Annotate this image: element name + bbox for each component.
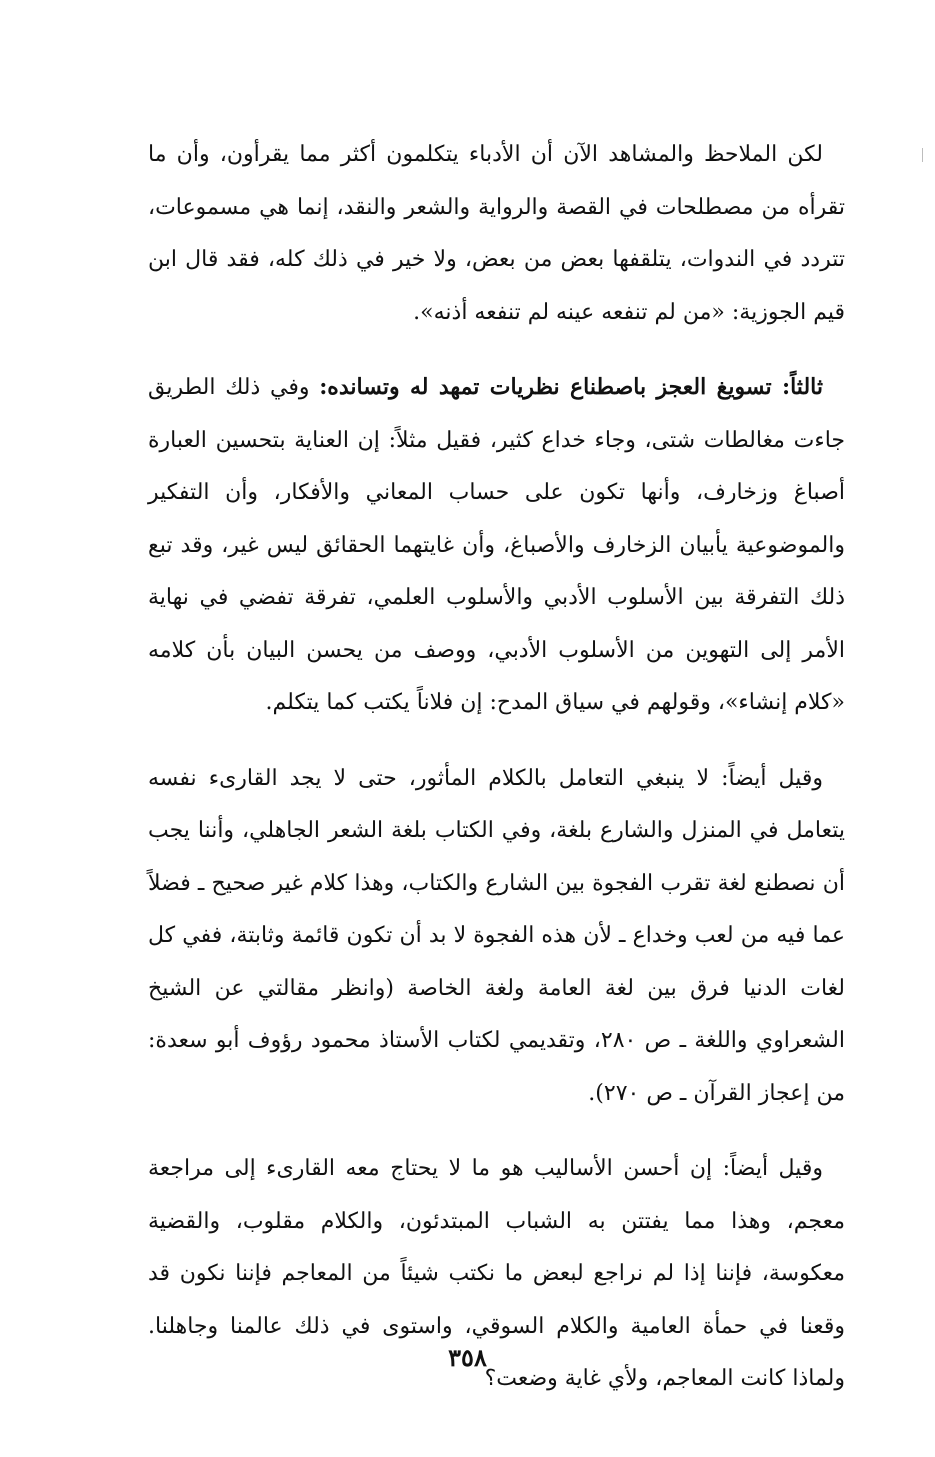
paragraph-3-text: وقيل أيضاً: لا ينبغي التعامل بالكلام المأثور، حتى لا يجد القارىء نفسه يتعامل في المنزل والشارع بلغة، وفي الكتاب بلغة الشعر الجاهلي، وأننا يجب أن نصطنع لغة تقرب الفجوة بين الشارع والكتاب، وهذا كلام غير صحيح ـ فضلاً عما فيه من لعب وخداع ـ لأن هذه الفجوة لا بد أن تكون قائمة وثابتة، ففي كل لغات الدنيا فرق بين لغة العامة ولغة الخاصة (وانظر مقالتي عن الشيخ الشعراوي واللغة ـ ص ٢٨٠، وتقديمي لكتاب الأستاذ محمود رؤوف أبو سعدة: من إعجاز القرآن ـ ص ٢٧٠). [148,765,845,1106]
scan-margin-mark [922,148,923,162]
paragraph-1 [148,128,845,339]
paragraph-2 [148,361,845,730]
paragraph-3 [148,752,845,1121]
paragraph-4-text: وقيل أيضاً: إن أحسن الأساليب هو ما لا يحتاج معه القارىء إلى مراجعة معجم، وهذا مما يفتتن به الشباب المبتدئون، والكلام مقلوب، والقضية معكوسة، فإننا إذا لم نراجع لبعض ما نكتب شيئاً من المعاجم فإننا نكون قد وقعنا في حمأة العامية والكلام السوقي، واستوى في ذلك عالمنا وجاهلنا. ولماذا كانت المعاجم، ولأي غاية وضعت؟ [148,1156,845,1391]
paragraph-1-text: لكن الملاحظ والمشاهد الآن أن الأدباء يتكلمون أكثر مما يقرأون، وأن ما تقرأه من مصطلحات في القصة والرواية والشعر والنقد، إنما هي مسموعات، تتردد في الندوات، يتلقفها بعض من بعض، ولا خير في ذلك كله، فقد قال ابن قيم الجوزية: «من لم تنفعه عينه لم تنفعه أذنه». [148,142,845,325]
paragraph-2-text: وفي ذلك الطريق جاءت مغالطات شتى، وجاء خداع كثير، فقيل مثلاً: إن العناية بتحسين العبارة أصباغ وزخارف، وأنها تكون على حساب المعاني والأفكار، وأن التفكير والموضوعية يأبيان الزخارف والأصباغ، وأن غايتهما الحقائق ليس غير، وقد تبع ذلك التفرقة بين الأسلوب الأدبي والأسلوب العلمي، تفرقة تفضي في نهاية الأمر إلى التهوين من الأسلوب الأدبي، ووصف من يحسن البيان بأن كلامه «كلام إنشاء»، وقولهم في سياق المدح: إن فلاناً يكتب كما يتكلم. [148,375,845,715]
page-number: ٣٥٨ [448,1343,487,1372]
paragraph-2-lead: ثالثاً: تسويغ العجز باصطناع نظريات تمهد له وتسانده: [319,374,823,400]
body-text [148,128,845,1406]
